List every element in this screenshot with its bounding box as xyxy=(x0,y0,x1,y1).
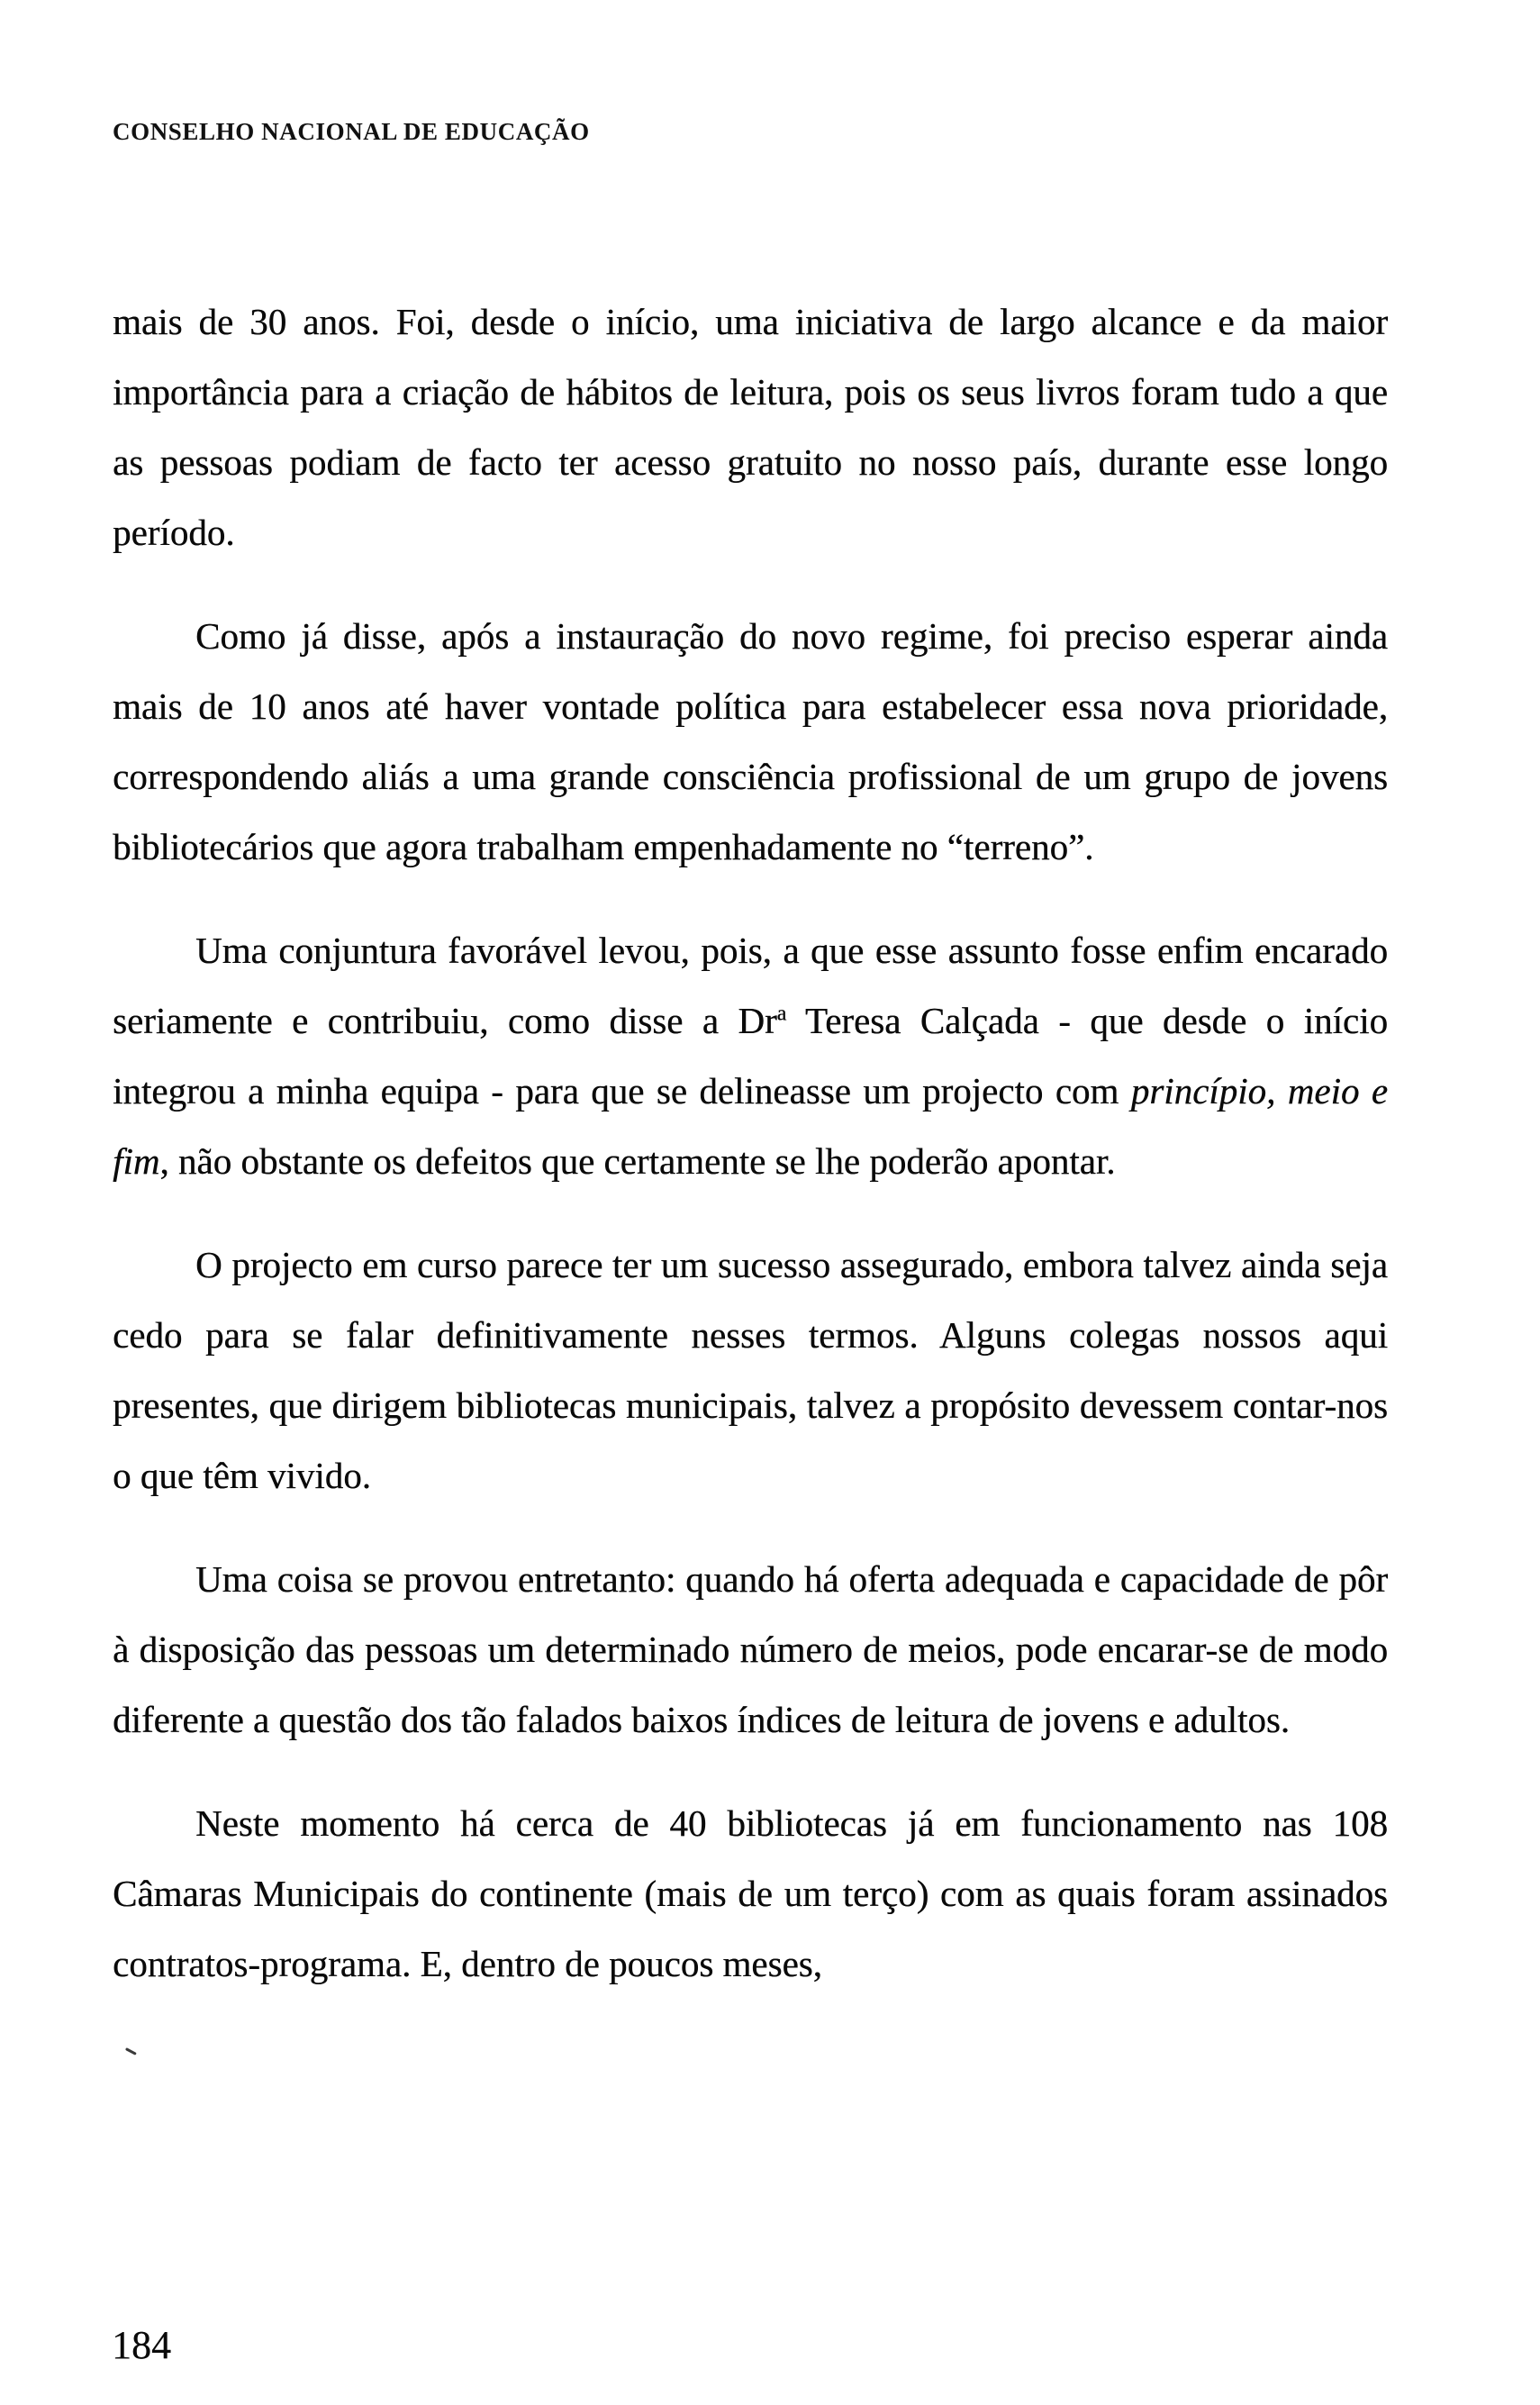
paragraph: mais de 30 anos. Foi, desde o início, uma iniciativa de largo alcance e da maior importância para a criação de hábitos de leitura, pois os seus livros foram tudo a que as pessoas podiam de facto ter acesso gratuito no nosso país, durante esse longo período. xyxy=(113,301,1388,553)
page-number: 184 xyxy=(112,2323,171,2367)
paragraph: Uma conjuntura favorável levou, pois, a que esse assunto fosse enfim encarado seriamente e contribuiu, como disse a Dr$^a$ Teresa Calçada - que desde o início integrou a minha equipa - para que se delineasse um projecto com princípio, meio e fim, não obstante os defeitos que certamente se lhe poderão apontar. xyxy=(113,930,1388,1182)
running-header: CONSELHO NACIONAL DE EDUCAÇÃO xyxy=(113,118,590,145)
paragraph: Como já disse, após a instauração do novo regime, foi preciso esperar ainda mais de 10 anos até haver vontade política para estabelecer essa nova prioridade, correspondendo aliás a uma grande consciência profissional de um grupo de jovens bibliotecários que agora trabalham empenhadamente no “terreno”. xyxy=(113,615,1388,867)
scan-artifact-mark xyxy=(125,2047,137,2055)
paragraph: Uma coisa se provou entretanto: quando há oferta adequada e capacidade de pôr à disposição das pessoas um determinado número de meios, pode encarar-se de modo diferente a questão dos tão falados baixos índices de leitura de jovens e adultos. xyxy=(113,1558,1388,1740)
paragraph: O projecto em curso parece ter um sucesso assegurado, embora talvez ainda seja cedo para se falar definitivamente nesses termos. Alguns colegas nossos aqui presentes, que dirigem bibliotecas municipais, talvez a propósito devessem contar-nos o que têm vivido. xyxy=(113,1244,1388,1496)
text-column xyxy=(113,286,1388,2032)
paragraph: Neste momento há cerca de 40 bibliotecas já em funcionamento nas 108 Câmaras Municipais do continente (mais de um terço) com as quais foram assinados contratos-programa. E, dentro de poucos meses, xyxy=(113,1802,1388,1984)
